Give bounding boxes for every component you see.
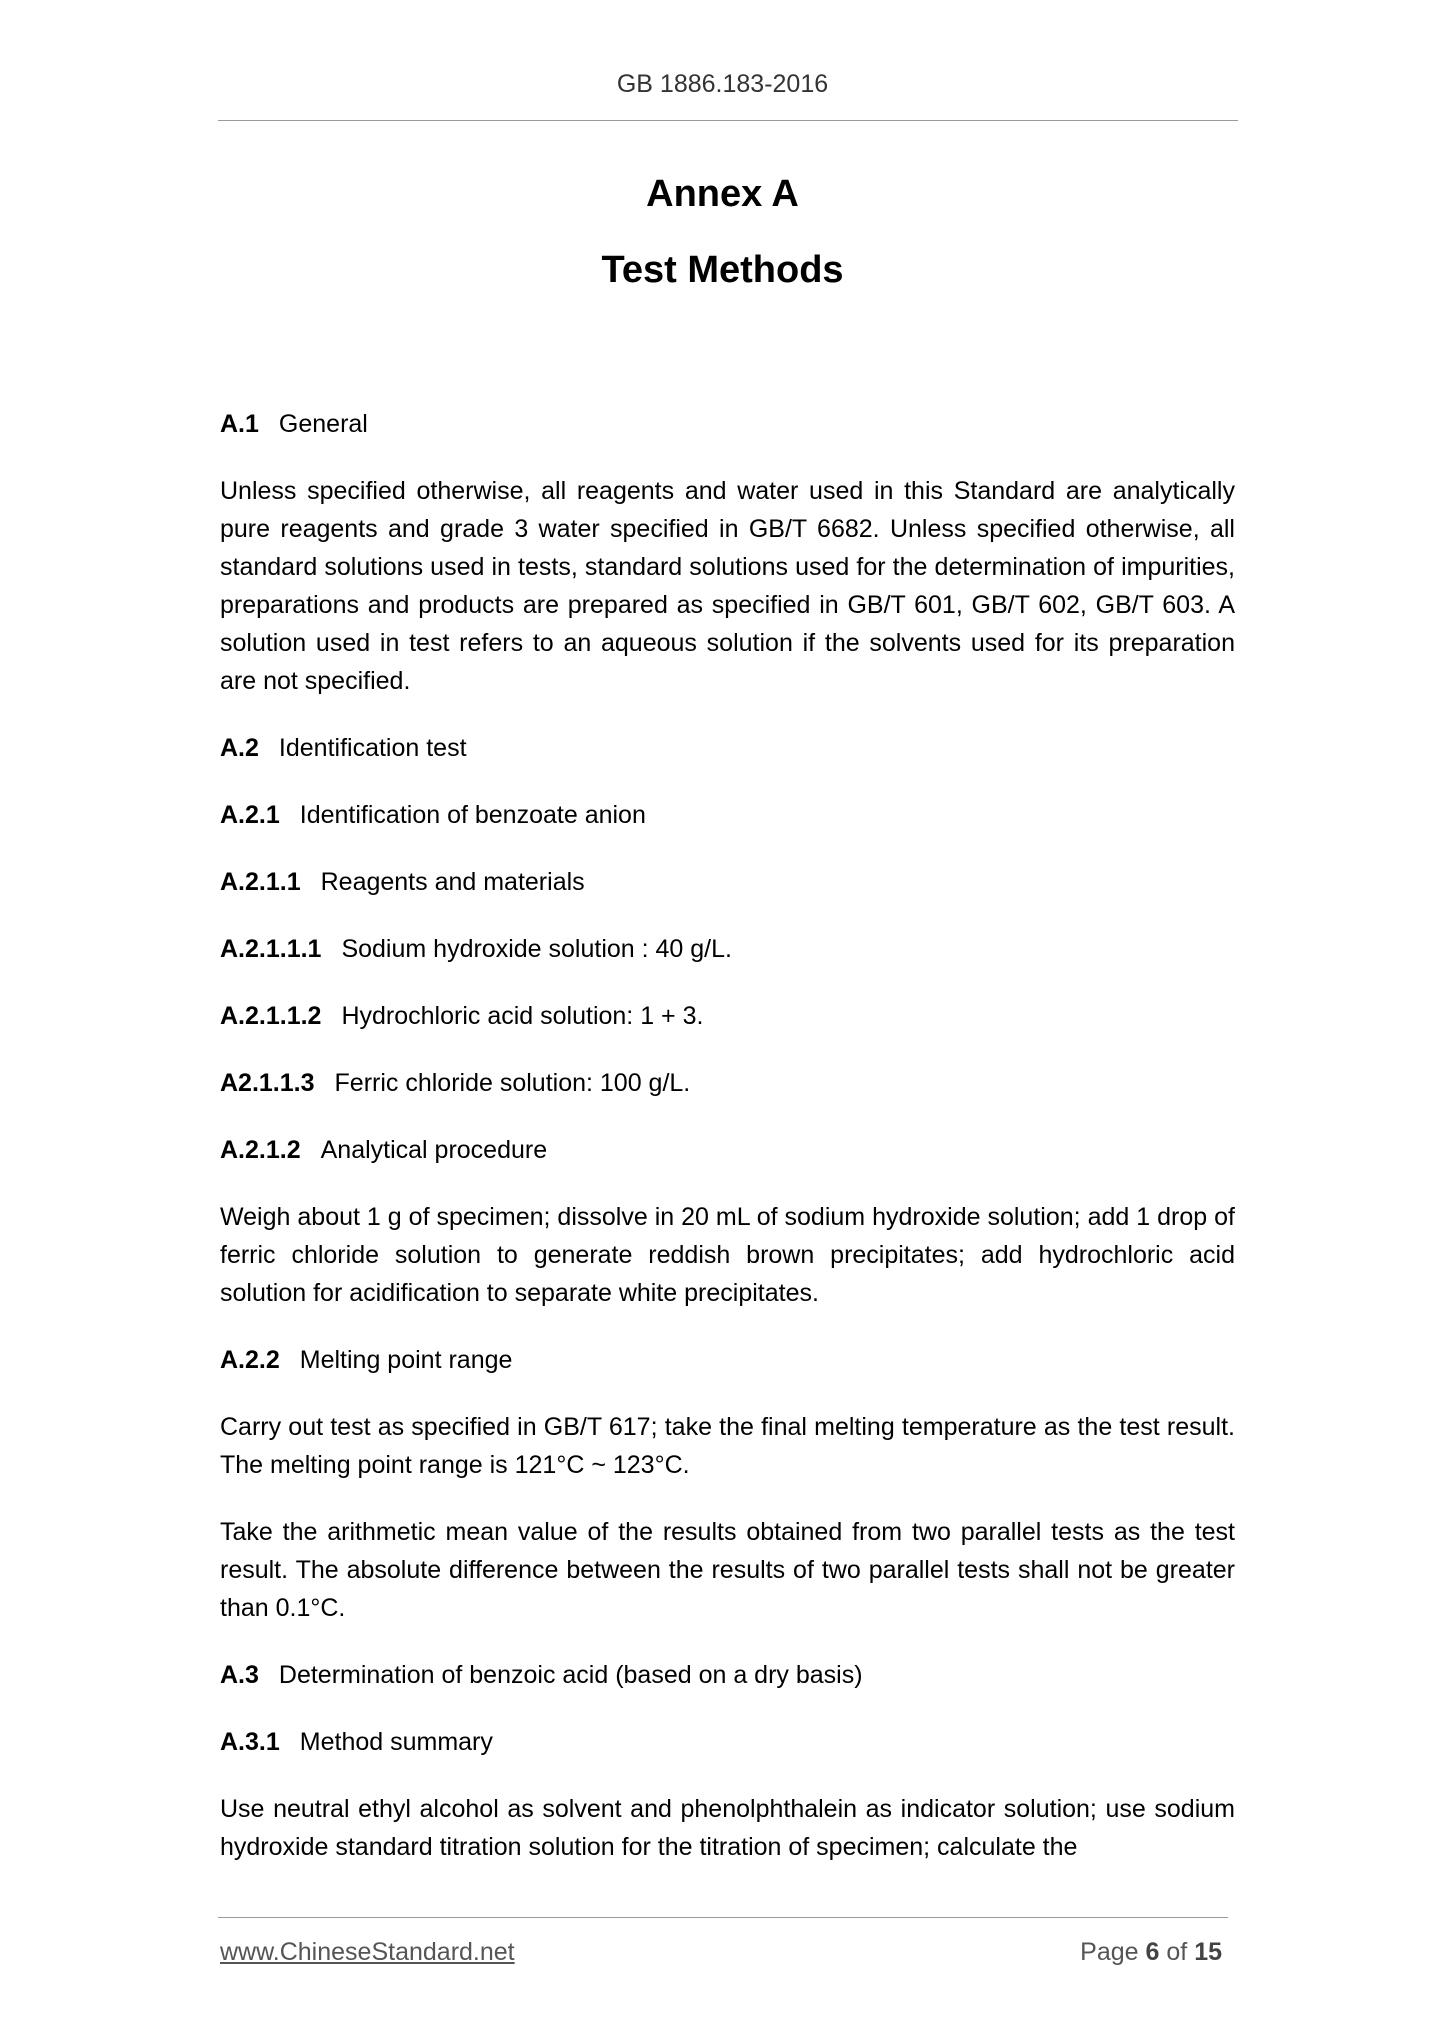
section-heading-a21 xyxy=(220,796,1235,834)
section-title: Analytical procedure xyxy=(320,1136,548,1164)
section-heading-a1 xyxy=(220,405,1235,443)
paragraph-melting-point: Carry out test as specified in GB/T 617; take the final melting temperature as the test result. The melting point range is 121°C ~ 123°C. xyxy=(220,1413,1235,1479)
section-number: A.3.1 xyxy=(220,1728,280,1756)
section-title: Identification of benzoate anion xyxy=(299,801,646,829)
section-title: Sodium hydroxide solution : 40 g/L. xyxy=(341,935,732,963)
section-number: A.2 xyxy=(220,734,259,762)
section-title: General xyxy=(278,410,368,438)
section-title: Reagents and materials xyxy=(320,868,585,896)
section-heading-a212 xyxy=(220,1131,1235,1169)
section-heading-a2113 xyxy=(220,1064,1235,1102)
section-number: A.2.1.2 xyxy=(220,1136,301,1164)
footer-divider xyxy=(218,1917,1228,1918)
section-number: A.2.1 xyxy=(220,801,280,829)
section-heading-a31 xyxy=(220,1723,1235,1761)
section-title: Melting point range xyxy=(299,1346,513,1374)
section-title: Determination of benzoic acid (based on a dry basis) xyxy=(278,1661,863,1689)
section-number: A.1 xyxy=(220,410,259,438)
header-divider xyxy=(218,120,1238,121)
page-current: 6 xyxy=(1145,1938,1160,1966)
page-indicator xyxy=(1080,1938,1222,1967)
annex-subtitle: Test Methods xyxy=(601,249,844,291)
section-title: Identification test xyxy=(278,734,467,762)
section-heading-a2112 xyxy=(220,997,1235,1035)
annex-title: Annex A xyxy=(646,173,799,215)
section-number: A.2.1.1 xyxy=(220,868,301,896)
document-body xyxy=(220,405,1235,1866)
section-number: A.2.1.1.1 xyxy=(220,935,322,963)
header-standard-code: GB 1886.183-2016 xyxy=(616,70,829,98)
section-heading-a2111 xyxy=(220,930,1235,968)
paragraph-general: Unless specified otherwise, all reagents and water used in this Standard are analytically pure reagents and grade 3 water specified in GB/T 6682. Unless specified otherwise, all standard solutions used in tests, standard solutions used for the determination of impurities, preparations and products are prepared as specified in GB/T 601, GB/T 602, GB/T 603. A solution used in test refers to an aqueous solution if the solvents used for its preparation are not specified. xyxy=(220,477,1235,695)
section-title: Ferric chloride solution: 100 g/L. xyxy=(334,1069,691,1097)
paragraph-analytical-procedure: Weigh about 1 g of specimen; dissolve in 20 mL of sodium hydroxide solution; add 1 drop of ferric chloride solution to generate reddish brown precipitates; add hydrochloric acid solution for acidification to separate white precipitates. xyxy=(220,1203,1235,1307)
section-heading-a211 xyxy=(220,863,1235,901)
section-heading-a2 xyxy=(220,729,1235,767)
page-of-label: of xyxy=(1166,1938,1188,1966)
paragraph-parallel-tests: Take the arithmetic mean value of the results obtained from two parallel tests as the test result. The absolute difference between the results of two parallel tests shall not be greater than 0.1°C. xyxy=(220,1518,1235,1622)
page-total: 15 xyxy=(1194,1938,1222,1966)
section-heading-a3 xyxy=(220,1656,1235,1694)
paragraph-method-summary: Use neutral ethyl alcohol as solvent and phenolphthalein as indicator solution; use sodium hydroxide standard titration solution for the titration of specimen; calculate the xyxy=(220,1795,1235,1861)
page-label: Page xyxy=(1080,1938,1139,1966)
section-number: A2.1.1.3 xyxy=(220,1069,315,1097)
section-title: Method summary xyxy=(299,1728,493,1756)
section-heading-a22 xyxy=(220,1341,1235,1379)
section-title: Hydrochloric acid solution: 1 + 3. xyxy=(341,1002,704,1030)
section-number: A.2.1.1.2 xyxy=(220,1002,322,1030)
section-number: A.2.2 xyxy=(220,1346,280,1374)
section-number: A.3 xyxy=(220,1661,259,1689)
website-link[interactable]: www.ChineseStandard.net xyxy=(220,1938,515,1966)
